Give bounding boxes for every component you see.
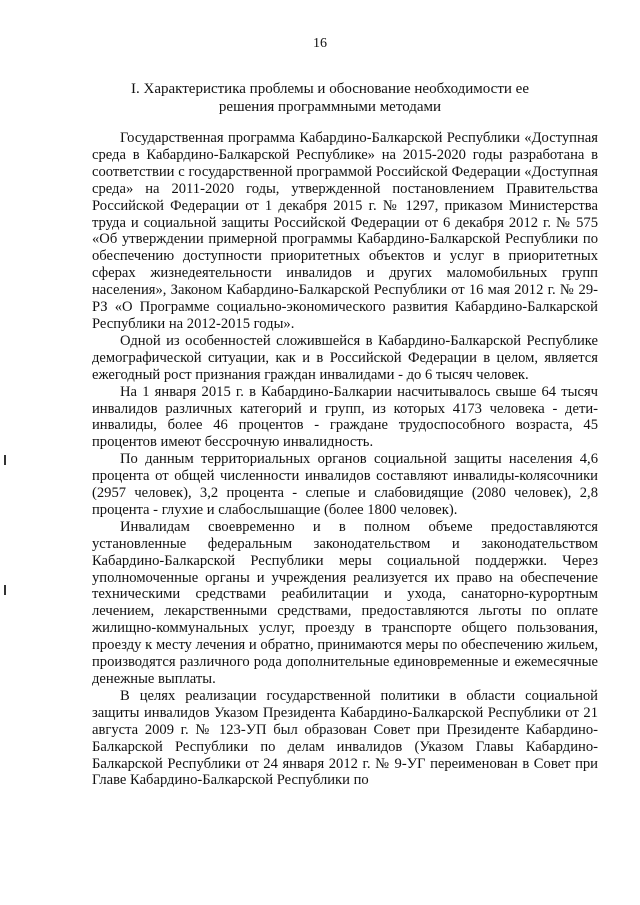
body-text	[92, 130, 598, 789]
paragraph-4: По данным территориальных органов социальной защиты населения 4,6 процента от общей численности инвалидов составляют инвалиды-колясочники (2957 человек), 3,2 процента - слепые и слабовидящие (2080 человек), 2,8 процента - глухие и слабослышащие (более 1800 человек).	[92, 451, 598, 518]
paragraph-5: Инвалидам своевременно и в полном объеме предоставляются установленные федеральным законодательством и законодательством Кабардино-Балкарской Республики меры социальной поддержки. Через уполномоченные органы и учреждения реализуется их право на обеспечение техническими средствами реабилитации и ухода, санаторно-курортным лечением, лекарственными средствами, предоставляются льготы по оплате жилищно-коммунальных услуг, проезду в транспорте общего пользования, проезду к месту лечения и обратно, принимаются меры по обеспечению жильем, производятся различного рода дополнительные единовременные и ежемесячные денежные выплаты.	[92, 518, 598, 687]
paragraph-1: Государственная программа Кабардино-Балкарской Республики «Доступная среда в Кабардино-Балкарской Республике» на 2015-2020 годы разработана в соответствии с государственной программой Российской Федерации «Доступная среда» на 2011-2020 годы, утвержденной постановлением Правительства Российской Федерации от 1 декабря 2015 г. № 1297, приказом Министерства труда и социальной защиты Российской Федерации от 6 декабря 2012 г. № 575 «Об утверждении примерной программы Кабардино-Балкарской Республики по обеспечению доступности приоритетных объектов и услуг в приоритетных сферах жизнедеятельности инвалидов и других маломобильных групп населения», Законом Кабардино-Балкарской Республики от 16 мая 2012 г. № 29-РЗ «О Программе социально-экономического развития Кабардино-Балкарской Республики на 2012-2015 годы».	[92, 130, 598, 332]
section-heading: I. Характеристика проблемы и обоснование необходимости ее решения программными методами	[131, 81, 529, 115]
paragraph-2: Одной из особенностей сложившейся в Кабардино-Балкарской Республике демографической ситуации, как и в Российской Федерации в целом, является ежегодный рост признания граждан инвалидами - до 6 тысяч человек.	[92, 332, 598, 383]
paragraph-3: На 1 января 2015 г. в Кабардино-Балкарии насчитывалось свыше 64 тысяч инвалидов различных категорий и групп, из которых 4173 человека - дети-инвалиды, более 46 процентов - граждане трудоспособного возраста, 45 процентов имеют бессрочную инвалидность.	[92, 383, 598, 451]
scan-edge-mark	[4, 585, 6, 595]
paragraph-6: В целях реализации государственной политики в области социальной защиты инвалидов Указом Президента Кабардино-Балкарской Республики от 21 августа 2009 г. № 123-УП был образован Совет при Президенте Кабардино-Балкарской Республики по делам инвалидов (Указом Главы Кабардино-Балкарской Республики от 24 января 2012 г. № 9-УГ переименован в Совет при Главе Кабардино-Балкарской Республики по	[92, 687, 598, 789]
page-number: 16	[313, 36, 327, 51]
scan-edge-mark	[4, 455, 6, 465]
